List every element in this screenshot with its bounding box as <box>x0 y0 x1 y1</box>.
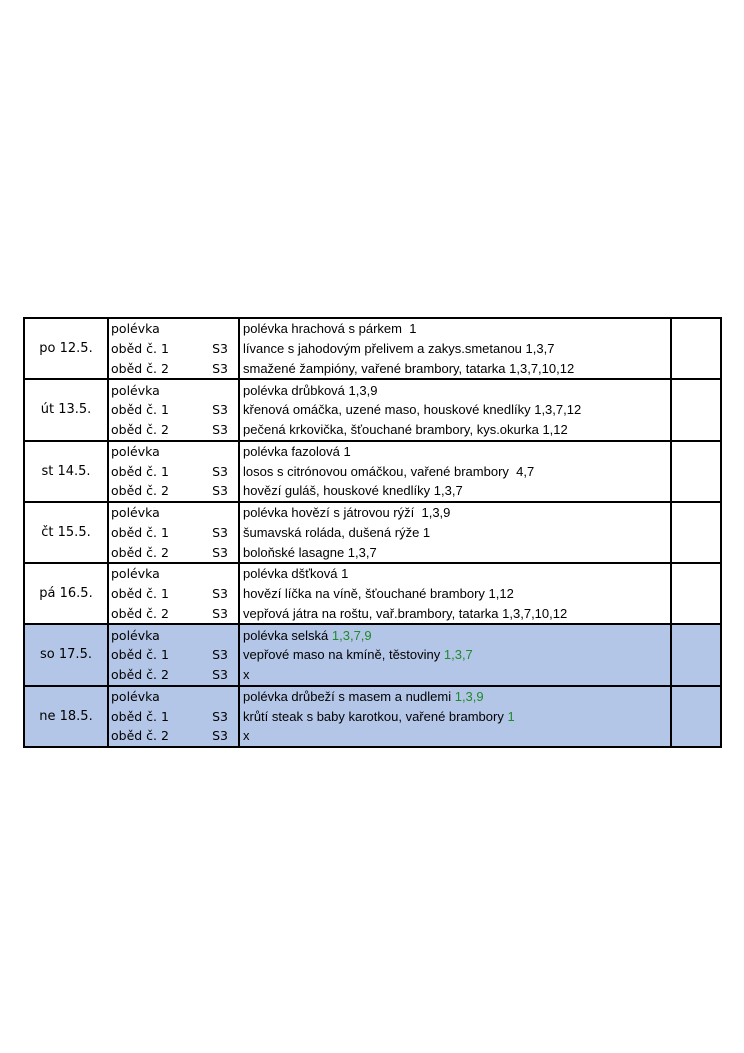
dish-cell <box>239 584 671 604</box>
day-label: út 13.5. <box>24 379 108 440</box>
menu-row <box>24 318 721 339</box>
day-label: pá 16.5. <box>24 563 108 624</box>
meal-code: S3 <box>186 584 239 604</box>
dish-cell <box>239 542 671 563</box>
dish-name: x <box>243 667 250 683</box>
menu-row <box>24 604 721 625</box>
meal-code: S3 <box>186 461 239 481</box>
dish-name: polévka drůbeží s masem a nudlemi <box>243 688 455 704</box>
meal-type: polévka <box>108 624 186 645</box>
day-label: po 12.5. <box>24 318 108 379</box>
dish-name: boloňské lasagne 1,3,7 <box>243 544 377 560</box>
meal-code: S3 <box>186 420 239 441</box>
dish-name: lívance s jahodovým přelivem a zakys.smetanou 1,3,7 <box>243 341 555 357</box>
dish-cell <box>239 604 671 625</box>
extra-cell <box>671 379 721 440</box>
meal-type: oběd č. 1 <box>111 463 169 479</box>
menu-row <box>24 420 721 441</box>
menu-row <box>24 584 721 604</box>
menu-row <box>24 481 721 502</box>
meal-code: S3 <box>186 604 239 625</box>
meal-type: polévka <box>108 686 186 707</box>
meal-code: S3 <box>186 481 239 502</box>
dish-name: polévka hrachová s párkem 1 <box>243 321 417 337</box>
day-label: čt 15.5. <box>24 502 108 563</box>
meal-code: S3 <box>186 542 239 563</box>
extra-cell <box>671 318 721 379</box>
meal-code: S3 <box>186 359 239 380</box>
day-label: ne 18.5. <box>24 686 108 747</box>
dish-cell <box>239 624 671 645</box>
menu-row <box>24 359 721 380</box>
weekly-menu-table <box>23 317 722 748</box>
meal-code: S3 <box>186 400 239 420</box>
day-label: so 17.5. <box>24 624 108 685</box>
dish-cell <box>239 441 671 462</box>
extra-cell <box>671 502 721 563</box>
dish-name: polévka fazolová 1 <box>243 443 351 459</box>
menu-row <box>24 502 721 523</box>
extra-cell <box>671 624 721 685</box>
meal-type: polévka <box>111 505 160 521</box>
extra-cell <box>671 563 721 624</box>
meal-code <box>186 563 239 584</box>
menu-row <box>24 400 721 420</box>
extra-cell <box>671 441 721 502</box>
meal-code: S3 <box>186 726 239 747</box>
dish-cell <box>239 563 671 584</box>
menu-row <box>24 706 721 726</box>
menu-row <box>24 726 721 747</box>
meal-code <box>186 502 239 523</box>
day-label: st 14.5. <box>24 441 108 502</box>
meal-code <box>186 624 239 645</box>
dish-name: hovězí guláš, houskové knedlíky 1,3,7 <box>243 483 463 499</box>
menu-row <box>24 542 721 563</box>
meal-code <box>186 318 239 339</box>
dish-cell <box>239 400 671 420</box>
menu-row <box>24 461 721 481</box>
dish-cell <box>239 523 671 543</box>
menu-row <box>24 686 721 707</box>
meal-type: oběd č. 2 <box>108 420 186 441</box>
dish-name: x <box>243 728 250 744</box>
meal-code: S3 <box>186 706 239 726</box>
allergen-codes: 1,3,9 <box>454 688 484 704</box>
dish-name: polévka drůbková 1,3,9 <box>243 382 378 398</box>
dish-cell <box>239 318 671 339</box>
dish-name: krůtí steak s baby karotkou, vařené brambory <box>243 708 508 724</box>
dish-cell <box>239 359 671 380</box>
dish-name: polévka selská <box>243 627 332 643</box>
menu-row <box>24 624 721 645</box>
meal-type: oběd č. 2 <box>108 481 186 502</box>
meal-code <box>186 441 239 462</box>
dish-cell <box>239 420 671 441</box>
meal-type: oběd č. 1 <box>111 524 169 540</box>
allergen-codes: 1 <box>507 708 515 724</box>
dish-name: polévka dšťková 1 <box>243 566 349 582</box>
dish-cell <box>239 665 671 686</box>
dish-cell <box>239 461 671 481</box>
meal-code: S3 <box>186 645 239 665</box>
menu-row <box>24 563 721 584</box>
dish-name: křenová omáčka, uzené maso, houskové knedlíky 1,3,7,12 <box>243 402 582 418</box>
meal-code <box>186 686 239 707</box>
dish-cell <box>239 645 671 665</box>
menu-row <box>24 339 721 359</box>
dish-name: vepřové maso na kmíně, těstoviny <box>243 647 444 663</box>
dish-cell <box>239 379 671 400</box>
dish-cell <box>239 726 671 747</box>
dish-cell <box>239 686 671 707</box>
dish-name: losos s citrónovou omáčkou, vařené brambory 4,7 <box>243 463 535 479</box>
dish-cell <box>239 706 671 726</box>
dish-name: vepřová játra na roštu, vař.brambory, tatarka 1,3,7,10,12 <box>243 605 568 621</box>
meal-type: oběd č. 2 <box>108 665 186 686</box>
dish-name: smažené žampióny, vařené brambory, tatarka 1,3,7,10,12 <box>243 360 575 376</box>
meal-code: S3 <box>186 665 239 686</box>
dish-name: polévka hovězí s játrovou rýží 1,3,9 <box>243 505 451 521</box>
meal-code <box>186 379 239 400</box>
meal-type: oběd č. 2 <box>108 726 186 747</box>
extra-cell <box>671 686 721 747</box>
meal-type: polévka <box>111 443 160 459</box>
menu-row <box>24 665 721 686</box>
allergen-codes: 1,3,7 <box>443 647 473 663</box>
meal-type: oběd č. 1 <box>111 341 169 357</box>
meal-type: oběd č. 1 <box>111 402 169 418</box>
dish-cell <box>239 481 671 502</box>
dish-cell <box>239 339 671 359</box>
meal-type: oběd č. 2 <box>108 359 186 380</box>
meal-type: polévka <box>111 382 160 398</box>
dish-name: pečená krkovička, šťouchané brambory, kys.okurka 1,12 <box>243 422 568 438</box>
meal-type: polévka <box>111 566 160 582</box>
dish-name: šumavská roláda, dušená rýže 1 <box>243 524 431 540</box>
meal-type: oběd č. 1 <box>111 586 169 602</box>
meal-type: oběd č. 2 <box>108 604 186 625</box>
allergen-codes: 1,3,7,9 <box>331 627 372 643</box>
menu-row <box>24 523 721 543</box>
meal-type: polévka <box>108 318 186 339</box>
menu-row <box>24 441 721 462</box>
menu-row <box>24 379 721 400</box>
meal-type: oběd č. 1 <box>108 706 186 726</box>
meal-type: oběd č. 1 <box>108 645 186 665</box>
meal-code: S3 <box>186 339 239 359</box>
dish-name: hovězí líčka na víně, šťouchané brambory 1,12 <box>243 586 514 602</box>
meal-type: oběd č. 2 <box>108 542 186 563</box>
meal-code: S3 <box>186 523 239 543</box>
menu-row <box>24 645 721 665</box>
dish-cell <box>239 502 671 523</box>
